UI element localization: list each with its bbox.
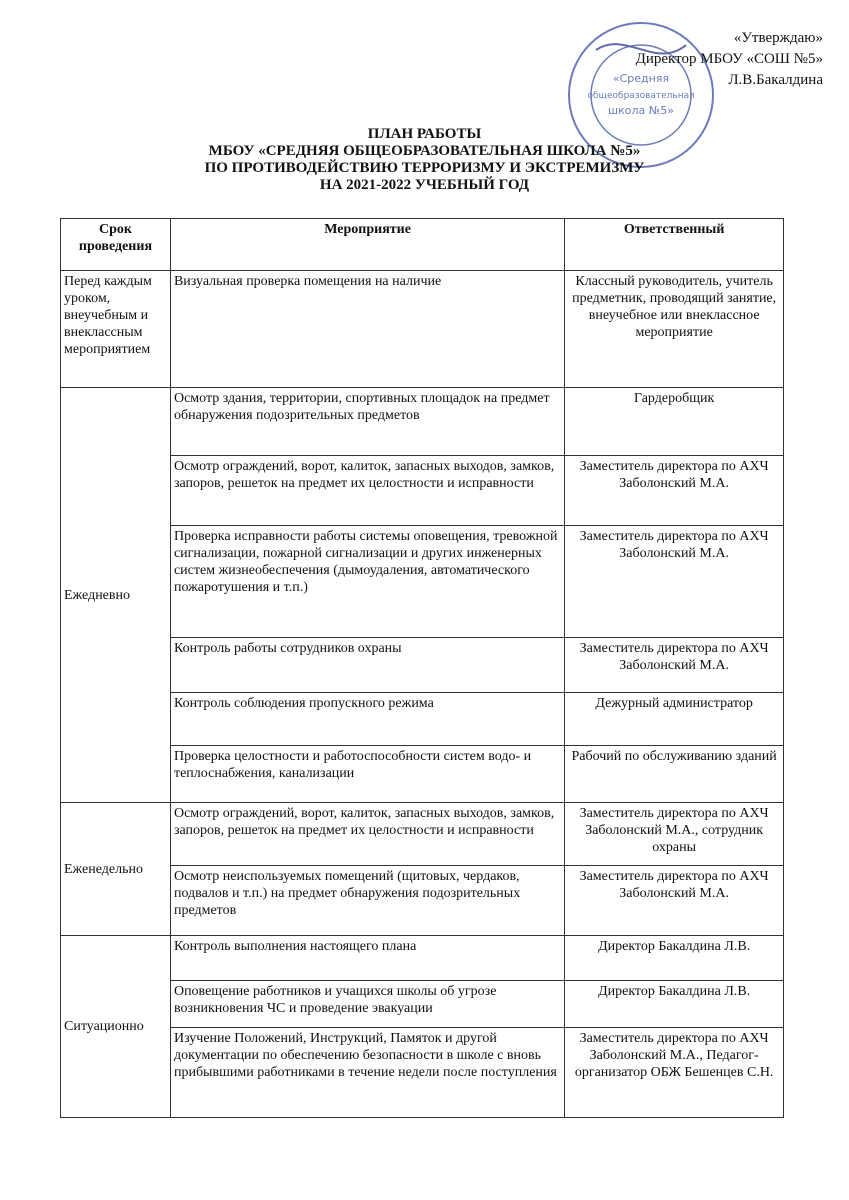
approval-block bbox=[636, 28, 823, 91]
title-line: МБОУ «СРЕДНЯЯ ОБЩЕОБРАЗОВАТЕЛЬНАЯ ШКОЛА №5» bbox=[208, 143, 641, 159]
table-row bbox=[61, 803, 784, 866]
responsible-cell: Рабочий по обслуживанию зданий bbox=[565, 746, 784, 803]
event-cell: Визуальная проверка помещения на наличие bbox=[170, 271, 564, 388]
header-responsible: Ответственный bbox=[565, 219, 784, 271]
event-cell: Контроль соблюдения пропускного режима bbox=[170, 693, 564, 746]
event-cell: Осмотр здания, территории, спортивных площадок на предмет обнаружения подозрительных предметов bbox=[170, 388, 564, 456]
header-term: Срок проведения bbox=[61, 219, 171, 271]
responsible-cell: Заместитель директора по АХЧ Заболонский М.А. bbox=[565, 866, 784, 936]
responsible-cell: Директор Бакалдина Л.В. bbox=[565, 981, 784, 1028]
responsible-cell: Гардеробщик bbox=[565, 388, 784, 456]
title-line: ПЛАН РАБОТЫ bbox=[367, 126, 482, 142]
table-row bbox=[61, 936, 784, 981]
svg-text:школа №5»: школа №5» bbox=[608, 104, 674, 117]
event-cell: Проверка целостности и работоспособности систем водо- и теплоснабжения, канализации bbox=[170, 746, 564, 803]
document-title bbox=[0, 126, 849, 194]
event-cell: Оповещение работников и учащихся школы об угрозе возникновения ЧС и проведение эвакуации bbox=[170, 981, 564, 1028]
event-cell: Осмотр ограждений, ворот, калиток, запасных выходов, замков, запоров, решеток на предмет их целостности и исправности bbox=[170, 803, 564, 866]
responsible-cell: Заместитель директора по АХЧ Заболонский М.А. bbox=[565, 526, 784, 638]
table-row bbox=[61, 271, 784, 388]
responsible-cell: Заместитель директора по АХЧ Заболонский М.А., Педагог-организатор ОБЖ Бешенцев С.Н. bbox=[565, 1028, 784, 1118]
svg-text:«Средняя: «Средняя bbox=[612, 72, 670, 85]
term-cell: Ежедневно bbox=[61, 388, 171, 803]
term-cell: Перед каждым уроком, внеучебным и внеклассным мероприятием bbox=[61, 271, 171, 388]
table-row bbox=[61, 388, 784, 456]
approval-heading: «Утверждаю» bbox=[733, 30, 823, 46]
event-cell: Осмотр ограждений, ворот, калиток, запасных выходов, замков, запоров, решеток на предмет их целостности и исправности bbox=[170, 456, 564, 526]
responsible-cell: Заместитель директора по АХЧ Заболонский М.А. bbox=[565, 456, 784, 526]
event-cell: Контроль выполнения настоящего плана bbox=[170, 936, 564, 981]
title-line: НА 2021-2022 УЧЕБНЫЙ ГОД bbox=[319, 177, 530, 193]
event-cell: Проверка исправности работы системы оповещения, тревожной сигнализации, пожарной сигнализации и других инженерных систем жизнеобеспечения (дымоудаления, автоматического пожаротушения и т.п.) bbox=[170, 526, 564, 638]
header-event: Мероприятие bbox=[170, 219, 564, 271]
term-cell: Еженедельно bbox=[61, 803, 171, 936]
title-line: ПО ПРОТИВОДЕЙСТВИЮ ТЕРРОРИЗМУ И ЭКСТРЕМИЗМУ bbox=[204, 160, 645, 176]
svg-text:общеобразовательная: общеобразовательная bbox=[587, 91, 695, 101]
responsible-cell: Заместитель директора по АХЧ Заболонский М.А. bbox=[565, 638, 784, 693]
plan-table bbox=[60, 218, 784, 1118]
event-cell: Осмотр неиспользуемых помещений (щитовых, чердаков, подвалов и т.п.) на предмет обнаружения подозрительных предметов bbox=[170, 866, 564, 936]
responsible-cell: Классный руководитель, учитель предметник, проводящий занятие, внеучебное или внеклассное мероприятие bbox=[565, 271, 784, 388]
responsible-cell: Дежурный администратор bbox=[565, 693, 784, 746]
approval-position: Директор МБОУ «СОШ №5» bbox=[635, 51, 823, 67]
event-cell: Контроль работы сотрудников охраны bbox=[170, 638, 564, 693]
responsible-cell: Директор Бакалдина Л.В. bbox=[565, 936, 784, 981]
event-cell: Изучение Положений, Инструкций, Памяток и другой документации по обеспечению безопасности в школе с вновь прибывшими работниками в течение недели после поступления bbox=[170, 1028, 564, 1118]
approval-name: Л.В.Бакалдина bbox=[728, 72, 823, 88]
responsible-cell: Заместитель директора по АХЧ Заболонский М.А., сотрудник охраны bbox=[565, 803, 784, 866]
term-cell: Ситуационно bbox=[61, 936, 171, 1118]
